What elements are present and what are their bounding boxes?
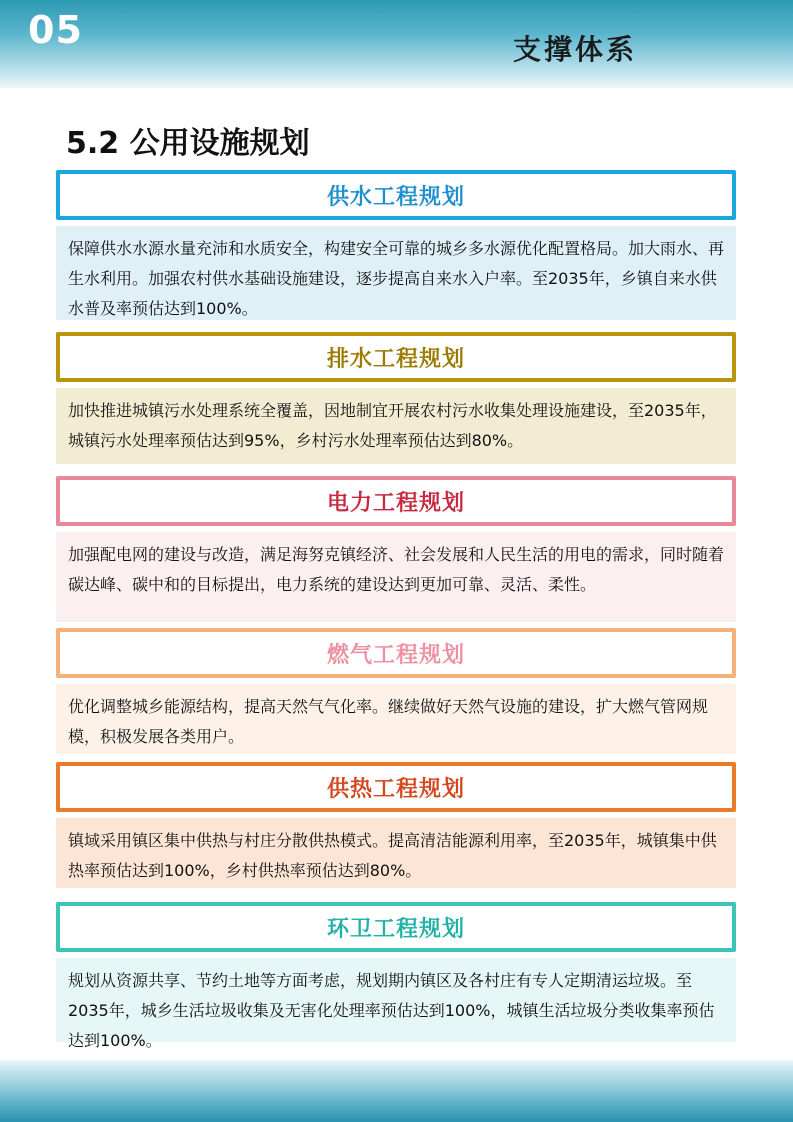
block-title-sanitation: 环卫工程规划 — [56, 902, 736, 952]
block-body-water-supply: 保障供水水源水量充沛和水质安全，构建安全可靠的城乡多水源优化配置格局。加大雨水、再生水利用。加强农村供水基础设施建设，逐步提高自来水入户率。至2035年，乡镇自来水供水普及率预估达到100%。 — [56, 226, 736, 320]
block-sanitation — [56, 902, 736, 1050]
block-drainage — [56, 332, 736, 464]
chapter-number: 05 — [28, 8, 83, 52]
block-body-power: 加强配电网的建设与改造，满足海努克镇经济、社会发展和人民生活的用电的需求，同时随着碳达峰、碳中和的目标提出，电力系统的建设达到更加可靠、灵活、柔性。 — [56, 532, 736, 622]
block-gas — [56, 628, 736, 754]
chapter-title: 支撑体系 — [512, 33, 637, 66]
block-body-heating: 镇域采用镇区集中供热与村庄分散供热模式。提高清洁能源利用率，至2035年，城镇集中供热率预估达到100%，乡村供热率预估达到80%。 — [56, 818, 736, 888]
block-water-supply — [56, 170, 736, 320]
block-title-heating: 供热工程规划 — [56, 762, 736, 812]
block-body-drainage: 加快推进城镇污水处理系统全覆盖，因地制宜开展农村污水收集处理设施建设，至2035年，城镇污水处理率预估达到95%，乡村污水处理率预估达到80%。 — [56, 388, 736, 464]
block-title-drainage: 排水工程规划 — [56, 332, 736, 382]
block-body-gas: 优化调整城乡能源结构，提高天然气气化率。继续做好天然气设施的建设，扩大燃气管网规模，积极发展各类用户。 — [56, 684, 736, 754]
footer-band — [0, 1060, 793, 1122]
block-power — [56, 476, 736, 622]
block-title-gas: 燃气工程规划 — [56, 628, 736, 678]
block-body-sanitation: 规划从资源共享、节约土地等方面考虑，规划期内镇区及各村庄有专人定期清运垃圾。至2035年，城乡生活垃圾收集及无害化处理率预估达到100%，城镇生活垃圾分类收集率预估达到100%。 — [56, 958, 736, 1042]
section-heading: 5.2 公用设施规划 — [66, 126, 310, 161]
block-title-water-supply: 供水工程规划 — [56, 170, 736, 220]
block-title-power: 电力工程规划 — [56, 476, 736, 526]
block-heating — [56, 762, 736, 888]
header-band — [0, 0, 793, 88]
